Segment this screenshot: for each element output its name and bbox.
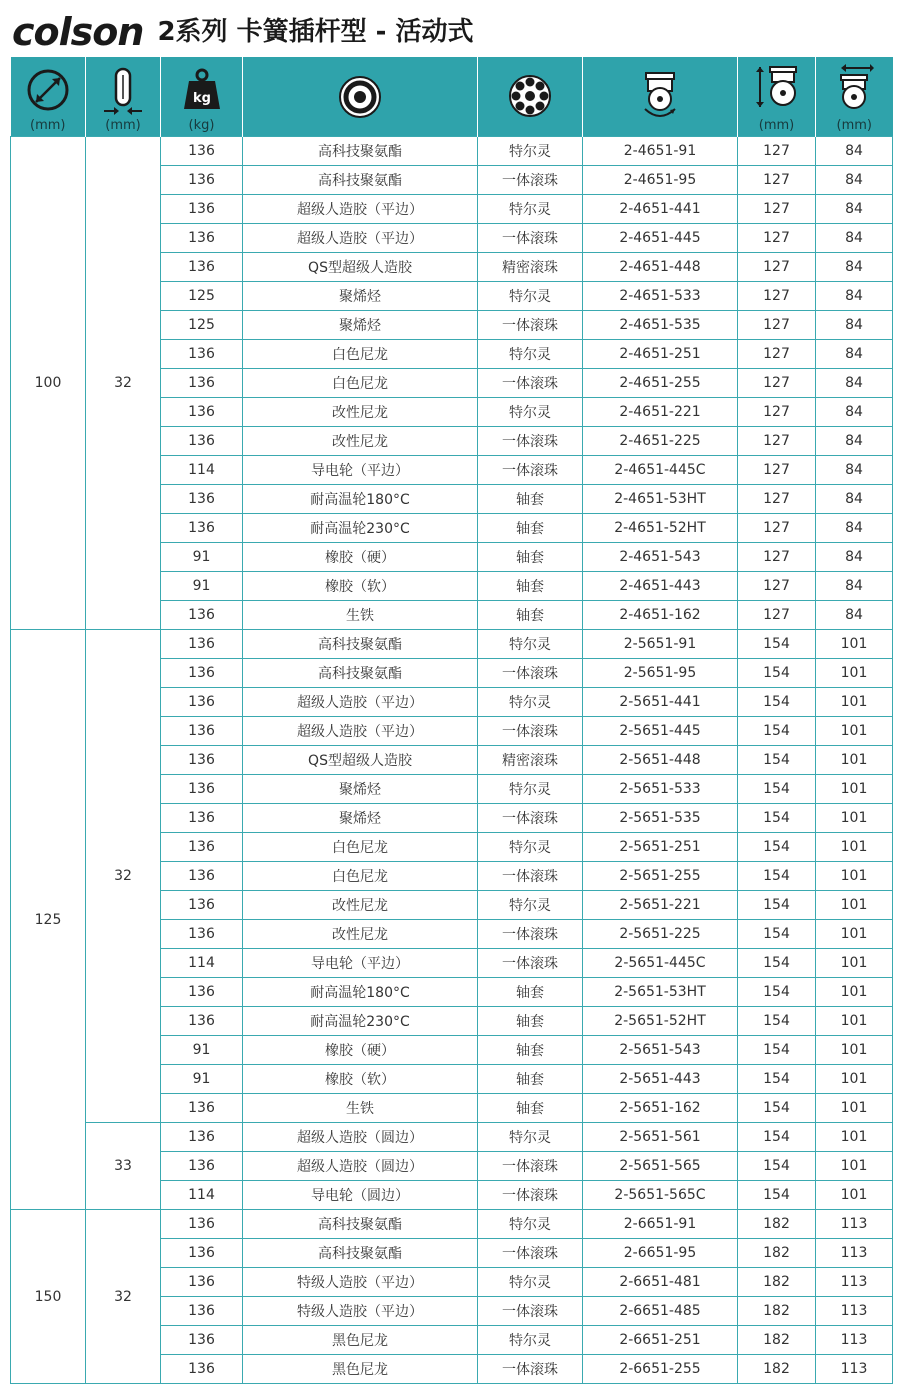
height-cell: 127 [738, 398, 816, 427]
tread-cell: 生铁 [243, 1094, 478, 1123]
table-header [11, 57, 893, 137]
tread-cell: 耐高温轮180°C [243, 485, 478, 514]
offset-cell: 101 [816, 688, 893, 717]
offset-cell: 101 [816, 1094, 893, 1123]
load-cell: 136 [161, 137, 243, 166]
load-cell: 136 [161, 340, 243, 369]
bearing-cell: 精密滚珠 [478, 746, 583, 775]
height-cell: 154 [738, 688, 816, 717]
tread-cell: 超级人造胶（圆边） [243, 1152, 478, 1181]
bearing-icon [507, 73, 553, 123]
height-cell: 127 [738, 253, 816, 282]
offset-cell: 84 [816, 166, 893, 195]
part-number-cell: 2-4651-543 [583, 543, 738, 572]
tread-cell: 改性尼龙 [243, 427, 478, 456]
bearing-cell: 一体滚珠 [478, 456, 583, 485]
bearing-cell: 一体滚珠 [478, 1355, 583, 1384]
height-cell: 154 [738, 949, 816, 978]
offset-cell: 113 [816, 1355, 893, 1384]
tread-cell: 黑色尼龙 [243, 1355, 478, 1384]
bearing-cell: 一体滚珠 [478, 427, 583, 456]
bearing-cell: 一体滚珠 [478, 224, 583, 253]
tread-cell: 导电轮（平边） [243, 456, 478, 485]
load-cell: 136 [161, 775, 243, 804]
offset-cell: 101 [816, 1123, 893, 1152]
load-cell: 136 [161, 630, 243, 659]
load-cell: 136 [161, 862, 243, 891]
weight-badge-text: kg [192, 91, 211, 106]
offset-cell: 84 [816, 282, 893, 311]
col-part-number [583, 57, 738, 137]
bearing-cell: 特尔灵 [478, 1268, 583, 1297]
height-cell: 154 [738, 862, 816, 891]
offset-cell: 101 [816, 659, 893, 688]
load-cell: 136 [161, 1326, 243, 1355]
load-cell: 125 [161, 311, 243, 340]
height-cell: 154 [738, 1152, 816, 1181]
bearing-cell: 一体滚珠 [478, 920, 583, 949]
part-number-cell: 2-4651-162 [583, 601, 738, 630]
load-cell: 136 [161, 978, 243, 1007]
height-cell: 154 [738, 1181, 816, 1210]
unit-label: (mm) [836, 118, 872, 133]
offset-cell: 101 [816, 833, 893, 862]
height-cell: 154 [738, 804, 816, 833]
tread-cell: 高科技聚氨酯 [243, 630, 478, 659]
bearing-cell: 轴套 [478, 1094, 583, 1123]
bearing-cell: 一体滚珠 [478, 166, 583, 195]
offset-cell: 101 [816, 630, 893, 659]
tread-cell: 橡胶（软） [243, 1065, 478, 1094]
col-diameter [11, 57, 86, 137]
bearing-cell: 特尔灵 [478, 688, 583, 717]
height-cell: 182 [738, 1326, 816, 1355]
height-cell: 154 [738, 1007, 816, 1036]
offset-cell: 84 [816, 514, 893, 543]
tread-cell: 高科技聚氨酯 [243, 1210, 478, 1239]
offset-cell: 84 [816, 340, 893, 369]
load-cell: 136 [161, 166, 243, 195]
bearing-cell: 特尔灵 [478, 398, 583, 427]
part-number-cell: 2-5651-221 [583, 891, 738, 920]
bearing-cell: 特尔灵 [478, 1326, 583, 1355]
bearing-cell: 一体滚珠 [478, 659, 583, 688]
col-load [161, 57, 243, 137]
bearing-cell: 轴套 [478, 978, 583, 1007]
wheel-width-cell: 32 [86, 137, 161, 630]
load-cell: 91 [161, 1036, 243, 1065]
part-number-cell: 2-4651-443 [583, 572, 738, 601]
height-cell: 127 [738, 195, 816, 224]
load-cell: 136 [161, 195, 243, 224]
bearing-cell: 特尔灵 [478, 195, 583, 224]
load-cell: 136 [161, 1297, 243, 1326]
load-cell: 91 [161, 543, 243, 572]
load-cell: 114 [161, 949, 243, 978]
load-cell: 136 [161, 1210, 243, 1239]
tread-cell: 聚烯烃 [243, 804, 478, 833]
tread-cell: 橡胶（硬） [243, 543, 478, 572]
bearing-cell: 特尔灵 [478, 775, 583, 804]
part-number-cell: 2-5651-565 [583, 1152, 738, 1181]
load-cell: 136 [161, 1007, 243, 1036]
load-cell: 136 [161, 1239, 243, 1268]
load-cell: 136 [161, 601, 243, 630]
load-cell: 136 [161, 485, 243, 514]
part-number-cell: 2-5651-448 [583, 746, 738, 775]
wheel-width-cell: 32 [86, 1210, 161, 1384]
part-number-cell: 2-6651-481 [583, 1268, 738, 1297]
tread-cell: 超级人造胶（圆边） [243, 1123, 478, 1152]
height-cell: 127 [738, 601, 816, 630]
part-number-cell: 2-5651-445 [583, 717, 738, 746]
part-number-cell: 2-5651-225 [583, 920, 738, 949]
height-cell: 127 [738, 137, 816, 166]
part-number-cell: 2-5651-95 [583, 659, 738, 688]
load-cell: 136 [161, 804, 243, 833]
tread-cell: 白色尼龙 [243, 369, 478, 398]
offset-cell: 84 [816, 369, 893, 398]
swivel-caster-icon [640, 71, 680, 125]
offset-cell: 101 [816, 949, 893, 978]
wheel-diameter-icon [25, 67, 71, 117]
offset-cell: 113 [816, 1297, 893, 1326]
bearing-cell: 特尔灵 [478, 282, 583, 311]
load-cell: 136 [161, 1152, 243, 1181]
load-cell: 136 [161, 514, 243, 543]
height-cell: 154 [738, 1065, 816, 1094]
height-cell: 127 [738, 572, 816, 601]
tread-material-icon [336, 73, 384, 125]
part-number-cell: 2-5651-251 [583, 833, 738, 862]
height-cell: 154 [738, 717, 816, 746]
part-number-cell: 2-5651-535 [583, 804, 738, 833]
page-title [12, 12, 473, 52]
bearing-cell: 特尔灵 [478, 340, 583, 369]
part-number-cell: 2-5651-565C [583, 1181, 738, 1210]
tread-cell: 聚烯烃 [243, 775, 478, 804]
height-cell: 127 [738, 456, 816, 485]
part-number-cell: 2-6651-91 [583, 1210, 738, 1239]
tread-cell: 改性尼龙 [243, 891, 478, 920]
offset-cell: 84 [816, 543, 893, 572]
load-cell: 114 [161, 456, 243, 485]
load-cell: 91 [161, 1065, 243, 1094]
load-cell: 136 [161, 659, 243, 688]
bearing-cell: 一体滚珠 [478, 804, 583, 833]
height-cell: 182 [738, 1297, 816, 1326]
tread-cell: 白色尼龙 [243, 340, 478, 369]
tread-cell: 改性尼龙 [243, 398, 478, 427]
part-number-cell: 2-6651-485 [583, 1297, 738, 1326]
part-number-cell: 2-4651-441 [583, 195, 738, 224]
bearing-cell: 特尔灵 [478, 137, 583, 166]
brand-logo: colson [12, 10, 144, 54]
table-row [11, 630, 893, 659]
offset-cell: 84 [816, 195, 893, 224]
part-number-cell: 2-4651-91 [583, 137, 738, 166]
height-cell: 154 [738, 630, 816, 659]
part-number-cell: 2-5651-543 [583, 1036, 738, 1065]
wheel-diameter-cell: 125 [11, 630, 86, 1210]
tread-cell: 超级人造胶（平边） [243, 224, 478, 253]
height-cell: 154 [738, 746, 816, 775]
load-weight-icon [183, 67, 221, 117]
height-cell: 154 [738, 978, 816, 1007]
part-number-cell: 2-4651-445C [583, 456, 738, 485]
load-cell: 91 [161, 572, 243, 601]
offset-cell: 101 [816, 862, 893, 891]
tread-cell: 耐高温轮180°C [243, 978, 478, 1007]
part-number-cell: 2-4651-448 [583, 253, 738, 282]
tread-cell: 导电轮（平边） [243, 949, 478, 978]
tread-cell: 超级人造胶（平边） [243, 717, 478, 746]
tread-cell: 聚烯烃 [243, 282, 478, 311]
caster-height-icon [754, 65, 800, 115]
wheel-width-cell: 32 [86, 630, 161, 1123]
height-cell: 154 [738, 1036, 816, 1065]
tread-cell: 高科技聚氨酯 [243, 137, 478, 166]
offset-cell: 84 [816, 601, 893, 630]
wheel-diameter-cell: 100 [11, 137, 86, 630]
height-cell: 127 [738, 311, 816, 340]
offset-cell: 101 [816, 920, 893, 949]
tread-cell: 生铁 [243, 601, 478, 630]
height-cell: 182 [738, 1355, 816, 1384]
offset-cell: 84 [816, 456, 893, 485]
table-row [11, 1123, 893, 1152]
part-number-cell: 2-6651-95 [583, 1239, 738, 1268]
offset-cell: 84 [816, 253, 893, 282]
bearing-cell: 轴套 [478, 543, 583, 572]
load-cell: 136 [161, 1268, 243, 1297]
offset-cell: 84 [816, 311, 893, 340]
offset-cell: 113 [816, 1326, 893, 1355]
part-number-cell: 2-5651-53HT [583, 978, 738, 1007]
load-cell: 136 [161, 224, 243, 253]
bearing-cell: 轴套 [478, 601, 583, 630]
offset-cell: 84 [816, 224, 893, 253]
load-cell: 136 [161, 746, 243, 775]
tread-cell: 白色尼龙 [243, 862, 478, 891]
tread-cell: 白色尼龙 [243, 833, 478, 862]
load-cell: 136 [161, 688, 243, 717]
offset-cell: 101 [816, 891, 893, 920]
bearing-cell: 轴套 [478, 1036, 583, 1065]
tread-cell: 耐高温轮230°C [243, 1007, 478, 1036]
tread-cell: 黑色尼龙 [243, 1326, 478, 1355]
col-offset [816, 57, 893, 137]
bearing-cell: 一体滚珠 [478, 862, 583, 891]
page-subtitle: 2系列 卡簧插杆型 - 活动式 [157, 17, 474, 47]
part-number-cell: 2-4651-52HT [583, 514, 738, 543]
table-row [11, 137, 893, 166]
load-cell: 136 [161, 427, 243, 456]
tread-cell: 橡胶（硬） [243, 1036, 478, 1065]
load-cell: 136 [161, 920, 243, 949]
load-cell: 136 [161, 1123, 243, 1152]
offset-cell: 101 [816, 1065, 893, 1094]
table-body [11, 137, 893, 1384]
offset-cell: 101 [816, 775, 893, 804]
part-number-cell: 2-4651-95 [583, 166, 738, 195]
part-number-cell: 2-5651-52HT [583, 1007, 738, 1036]
height-cell: 127 [738, 514, 816, 543]
offset-cell: 113 [816, 1268, 893, 1297]
part-number-cell: 2-4651-53HT [583, 485, 738, 514]
offset-cell: 101 [816, 978, 893, 1007]
offset-cell: 84 [816, 398, 893, 427]
load-cell: 114 [161, 1181, 243, 1210]
bearing-cell: 一体滚珠 [478, 1239, 583, 1268]
unit-label: (mm) [30, 118, 66, 133]
col-bearing [478, 57, 583, 137]
part-number-cell: 2-5651-255 [583, 862, 738, 891]
offset-cell: 113 [816, 1210, 893, 1239]
offset-cell: 101 [816, 746, 893, 775]
col-height [738, 57, 816, 137]
offset-cell: 101 [816, 1007, 893, 1036]
part-number-cell: 2-5651-91 [583, 630, 738, 659]
part-number-cell: 2-5651-441 [583, 688, 738, 717]
offset-cell: 101 [816, 804, 893, 833]
unit-label: (kg) [188, 118, 215, 133]
height-cell: 154 [738, 1094, 816, 1123]
part-number-cell: 2-4651-445 [583, 224, 738, 253]
bearing-cell: 一体滚珠 [478, 1152, 583, 1181]
tread-cell: 改性尼龙 [243, 920, 478, 949]
table-row [11, 1210, 893, 1239]
bearing-cell: 精密滚珠 [478, 253, 583, 282]
height-cell: 154 [738, 1123, 816, 1152]
bearing-cell: 一体滚珠 [478, 949, 583, 978]
part-number-cell: 2-5651-443 [583, 1065, 738, 1094]
tread-cell: QS型超级人造胶 [243, 253, 478, 282]
unit-label: (mm) [758, 118, 795, 133]
part-number-cell: 2-4651-533 [583, 282, 738, 311]
tread-cell: 高科技聚氨酯 [243, 166, 478, 195]
load-cell: 125 [161, 282, 243, 311]
part-number-cell: 2-4651-251 [583, 340, 738, 369]
tread-cell: 特级人造胶（平边） [243, 1297, 478, 1326]
bearing-cell: 特尔灵 [478, 1123, 583, 1152]
tread-cell: 橡胶（软） [243, 572, 478, 601]
tread-cell: 高科技聚氨酯 [243, 1239, 478, 1268]
height-cell: 127 [738, 166, 816, 195]
offset-cell: 84 [816, 485, 893, 514]
height-cell: 127 [738, 485, 816, 514]
col-width [86, 57, 161, 137]
tread-cell: 超级人造胶（平边） [243, 195, 478, 224]
bearing-cell: 轴套 [478, 514, 583, 543]
bearing-cell: 特尔灵 [478, 630, 583, 659]
load-cell: 136 [161, 891, 243, 920]
part-number-cell: 2-4651-535 [583, 311, 738, 340]
bearing-cell: 轴套 [478, 572, 583, 601]
bearing-cell: 一体滚珠 [478, 1297, 583, 1326]
height-cell: 182 [738, 1239, 816, 1268]
part-number-cell: 2-4651-221 [583, 398, 738, 427]
height-cell: 154 [738, 775, 816, 804]
height-cell: 127 [738, 282, 816, 311]
offset-cell: 113 [816, 1239, 893, 1268]
load-cell: 136 [161, 717, 243, 746]
load-cell: 136 [161, 833, 243, 862]
wheel-width-cell: 33 [86, 1123, 161, 1210]
load-cell: 136 [161, 398, 243, 427]
part-number-cell: 2-5651-445C [583, 949, 738, 978]
bearing-cell: 一体滚珠 [478, 1181, 583, 1210]
tread-cell: 导电轮（圆边） [243, 1181, 478, 1210]
bearing-cell: 轴套 [478, 1065, 583, 1094]
height-cell: 127 [738, 340, 816, 369]
part-number-cell: 2-5651-533 [583, 775, 738, 804]
wheel-width-icon [101, 67, 145, 119]
bearing-cell: 特尔灵 [478, 891, 583, 920]
wheel-diameter-cell: 150 [11, 1210, 86, 1384]
tread-cell: 超级人造胶（平边） [243, 688, 478, 717]
col-tread [243, 57, 478, 137]
height-cell: 154 [738, 920, 816, 949]
height-cell: 127 [738, 224, 816, 253]
bearing-cell: 轴套 [478, 1007, 583, 1036]
tread-cell: 聚烯烃 [243, 311, 478, 340]
height-cell: 154 [738, 659, 816, 688]
load-cell: 136 [161, 1094, 243, 1123]
bearing-cell: 特尔灵 [478, 1210, 583, 1239]
height-cell: 127 [738, 543, 816, 572]
part-number-cell: 2-4651-225 [583, 427, 738, 456]
part-number-cell: 2-5651-162 [583, 1094, 738, 1123]
offset-cell: 101 [816, 1036, 893, 1065]
bearing-cell: 一体滚珠 [478, 311, 583, 340]
height-cell: 127 [738, 369, 816, 398]
part-number-cell: 2-6651-251 [583, 1326, 738, 1355]
offset-cell: 101 [816, 717, 893, 746]
height-cell: 154 [738, 891, 816, 920]
offset-cell: 84 [816, 137, 893, 166]
height-cell: 182 [738, 1268, 816, 1297]
part-number-cell: 2-6651-255 [583, 1355, 738, 1384]
tread-cell: 耐高温轮230°C [243, 514, 478, 543]
offset-cell: 101 [816, 1152, 893, 1181]
offset-cell: 84 [816, 427, 893, 456]
load-cell: 136 [161, 1355, 243, 1384]
load-cell: 136 [161, 369, 243, 398]
bearing-cell: 一体滚珠 [478, 717, 583, 746]
height-cell: 127 [738, 427, 816, 456]
bearing-cell: 特尔灵 [478, 833, 583, 862]
spec-table [10, 57, 893, 1384]
swivel-radius-icon [834, 63, 874, 115]
unit-label: (mm) [105, 118, 141, 133]
tread-cell: 高科技聚氨酯 [243, 659, 478, 688]
offset-cell: 84 [816, 572, 893, 601]
offset-cell: 101 [816, 1181, 893, 1210]
part-number-cell: 2-5651-561 [583, 1123, 738, 1152]
load-cell: 136 [161, 253, 243, 282]
height-cell: 182 [738, 1210, 816, 1239]
bearing-cell: 一体滚珠 [478, 369, 583, 398]
bearing-cell: 轴套 [478, 485, 583, 514]
part-number-cell: 2-4651-255 [583, 369, 738, 398]
tread-cell: QS型超级人造胶 [243, 746, 478, 775]
tread-cell: 特级人造胶（平边） [243, 1268, 478, 1297]
height-cell: 154 [738, 833, 816, 862]
